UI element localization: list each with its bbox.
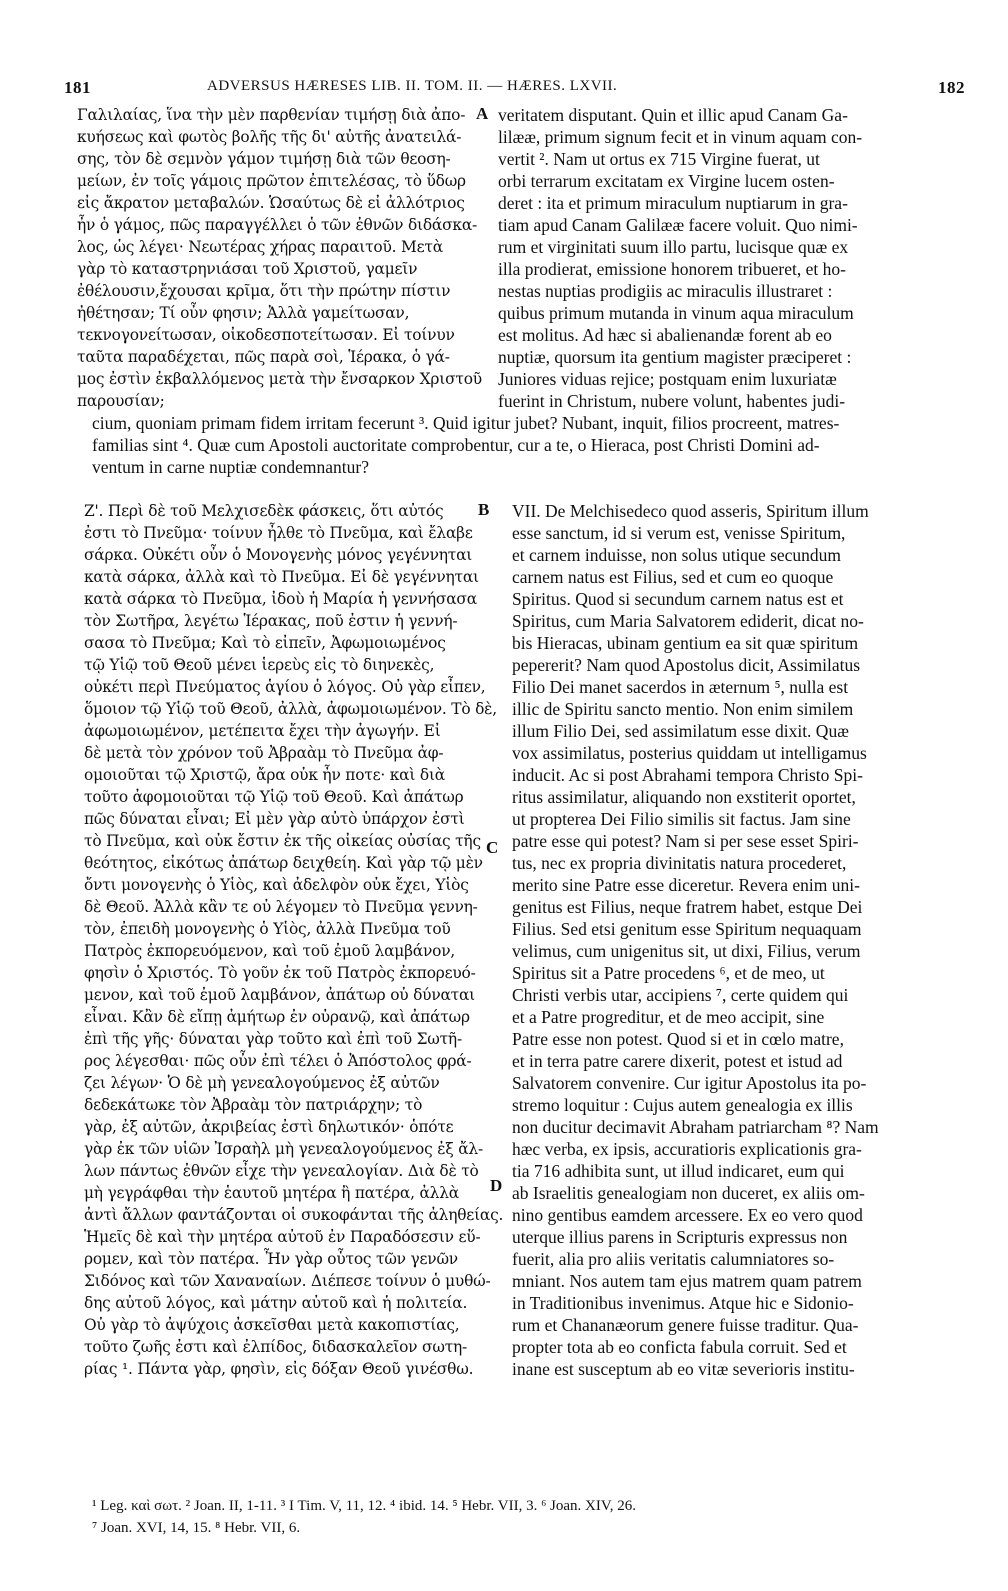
greek-text-line: κυήσεως καὶ φωτὸς βολῆς τῆς δι' αὐτῆς ἀνατειλά- — [77, 128, 462, 146]
greek-text-line: θεότητος, εἰκότως ἀπάτωρ δειχθείη. Καὶ γὰρ τῷ μὲν — [84, 854, 483, 872]
greek-text-line: τὸ Πνεῦμα, καὶ οὐκ ἔστιν ἐκ τῆς οἰκείας οὐσίας τῆς — [84, 832, 481, 850]
greek-text-line: δης αὐτοῦ λόγος, καὶ μάτην αὐτοῦ καὶ ἡ πολιτεία. — [84, 1294, 468, 1312]
greek-text-line: τοῦτο ἀφομοιοῦται τῷ Υἱῷ τοῦ Θεοῦ. Καὶ ἀπάτωρ — [84, 788, 464, 806]
latin-text-line: non ducitur decimavit Abraham patriarcham ⁸? Nam — [512, 1117, 879, 1137]
latin-text-line: nuptiæ, quorsum ita gentium magister præciperet : — [498, 347, 852, 367]
latin-text-line: mniant. Nos autem tam ejus matrem quam patrem — [512, 1271, 862, 1291]
latin-column-section-2 — [512, 500, 927, 1380]
greek-text-line: ἐθέλουσιν,ἔχουσαι κρῖμα, ὅτι τὴν πρώτην πίστιν — [77, 282, 451, 300]
latin-text-line: Christi verbis utar, accipiens ⁷, certe quidem qui — [512, 985, 849, 1005]
latin-text-line: propter tota ab eo conficta fabula corruit. Sed et — [512, 1337, 847, 1357]
latin-text-line: tus, nec ex propria divinitatis natura procederet, — [512, 853, 847, 873]
greek-text-line: Γαλιλαίας, ἵνα τὴν μὲν παρθενίαν τιμήσῃ διὰ ἀπο- — [77, 106, 466, 124]
latin-text-line: illic de Spiritu sancto mentio. Non enim similem — [512, 699, 854, 719]
footnote-line: ¹ Leg. καὶ σωτ. ² Joan. II, 1-11. ³ I Tim. V, 11, 12. ⁴ ibid. 14. ⁵ Hebr. VII, 3. ⁶ Joan. XIV, 26. — [92, 1498, 637, 1514]
latin-text-line: VII. De Melchisedeco quod asseris, Spiritum illum — [512, 501, 869, 521]
latin-text-line: cium, quoniam primam fidem irritam fecerunt ³. Quid igitur jubet? Nubant, inquit, filios procreent, matres- — [92, 413, 840, 433]
greek-column-section-2 — [84, 500, 504, 1380]
greek-text-line: γὰρ, ἐξ αὐτῶν, ἀκριβείας ἐστὶ δηλωτικόν· ὁπότε — [84, 1118, 454, 1136]
latin-text-line: uterque illius parens in Scripturis expressus non — [512, 1227, 848, 1247]
greek-text-line: ἐστι τὸ Πνεῦμα· τοίνυν ἦλθε τὸ Πνεῦμα, καὶ ἔλαβε — [84, 524, 473, 542]
latin-text-line: fuerit, alia pro aliis veritatis calumniatores so- — [512, 1249, 835, 1269]
page-number-right: 182 — [938, 78, 965, 97]
latin-text-line: Salvatorem convenire. Cur igitur Apostolus ita po- — [512, 1073, 867, 1093]
latin-text-line: ut propterea Dei Filio similis sit factus. Jam sine — [512, 809, 851, 829]
greek-text-line: ὅμοιον τῷ Υἱῷ τοῦ Θεοῦ, ἀλλὰ, ἀφωμοιωμένον. Τὸ δὲ, — [84, 700, 497, 718]
greek-text-line: ταῦτα παραδέχεται, πῶς παρὰ σοὶ, Ἱέρακα, ὁ γά- — [77, 348, 450, 366]
latin-text-line: bis Hieracas, ubinam gentium ea sit quæ spiritum — [512, 633, 859, 653]
greek-text-line: ἀντὶ ἄλλων φαντάζονται οἱ συκοφάνται τῆς ἀληθείας. — [84, 1206, 504, 1224]
greek-text-line: Σιδόνος καὶ τῶν Χαναναίων. Διέπεσε τοίνυν ὁ μυθώ- — [84, 1272, 491, 1290]
latin-text-line: patre esse qui potest? Nam si per sese esset Spiri- — [512, 831, 859, 851]
greek-text-line: λων πάντως ἐθνῶν εἶχε τὴν γενεαλογίαν. Διὰ δὲ τὸ — [84, 1162, 479, 1180]
latin-text-line: et in terra patre carere dixerit, potest et istud ad — [512, 1051, 843, 1071]
latin-text-line: fuerint in Christum, nubere volunt, habentes judi- — [498, 391, 846, 411]
greek-text-line: εἰς ἄκρατον μεταβαλών. Ὡσαύτως δὲ εἰ ἀλλότριος — [77, 194, 465, 212]
latin-text-line: illum Filio Dei, sed assimilatum esse dixit. Quæ — [512, 721, 849, 741]
latin-text-line: esse sanctum, id si verum est, venisse Spiritum, — [512, 523, 846, 543]
greek-text-line: Ζ'. Περὶ δὲ τοῦ Μελχισεδὲκ φάσκεις, ὅτι αὐτός — [84, 502, 444, 520]
latin-text-line: carnem natus est Filius, sed et cum eo quoque — [512, 567, 834, 587]
page-number-left: 181 — [64, 78, 91, 97]
latin-text-line: nino gentibus eamdem arcessere. Ex eo vero quod — [512, 1205, 863, 1225]
greek-text-line: φησὶν ὁ Χριστός. Τὸ γοῦν ἐκ τοῦ Πατρὸς ἐκπορευό- — [84, 964, 476, 982]
greek-text-line: ομοιοῦται τῷ Χριστῷ, ἄρα οὐκ ἦν ποτε· καὶ διὰ — [84, 766, 445, 784]
greek-text-line: δεδεκάτωκε τὸν Ἀβραὰμ τὸν πατριάρχην; τὸ — [84, 1096, 423, 1114]
latin-text-line: velimus, cum unigenitus sit, ut dixi, Filius, verum — [512, 941, 861, 961]
latin-text-line: inducit. Ac si post Abrahami tempora Christo Spi- — [512, 765, 863, 785]
greek-text-line: σης, τὸν δὲ σεμνὸν γάμον τιμήσῃ διὰ τῶν θεοση- — [77, 150, 451, 168]
greek-text-line: ζει λέγων· Ὁ δὲ μὴ γενεαλογούμενος ἐξ αὐτῶν — [84, 1074, 440, 1092]
greek-column-section-1 — [77, 104, 482, 412]
greek-text-line: δὲ Θεοῦ. Ἀλλὰ κἂν τε οὐ λέγομεν τὸ Πνεῦμα γεννη- — [84, 898, 478, 916]
latin-text-line: Filius. Sed etsi genitum esse Spiritum nequaquam — [512, 919, 862, 939]
greek-text-line: πῶς δύναται εἶναι; Εἰ μὲν γὰρ αὐτὸ ὑπάρχον ἐστὶ — [84, 810, 465, 828]
greek-text-line: ἦν ὁ γάμος, πῶς παραγγέλλει ὁ τῶν ἐθνῶν διδάσκα- — [77, 216, 478, 234]
greek-text-line: τῷ Υἱῷ τοῦ Θεοῦ μένει ἱερεὺς εἰς τὸ διηνεκὲς, — [84, 656, 435, 674]
latin-text-line: tia 716 adhibita sunt, ut illud indicaret, eum qui — [512, 1161, 845, 1181]
footnote-line: ⁷ Joan. XVI, 14, 15. ⁸ Hebr. VII, 6. — [92, 1520, 301, 1536]
latin-text-line: vertit ². Nam ut ortus ex 715 Virgine fuerat, ut — [498, 149, 820, 169]
greek-text-line: μείων, ἐν τοῖς γάμοις πρῶτον ἐπιτελέσας, τὸ ὕδωρ — [77, 172, 466, 190]
latin-text-line: et carnem induisse, non solus utique secundum — [512, 545, 842, 565]
greek-text-line: ὄντι μονογενὴς ὁ Υἱὸς, καὶ ἀδελφὸν οὐκ ἔχει, Υἱὸς — [84, 876, 469, 894]
latin-text-line: est molitus. Ad hæc si abalienandæ forent ab eo — [498, 325, 832, 345]
latin-text-line: veritatem disputant. Quin et illic apud Canam Ga- — [498, 105, 848, 125]
greek-text-line: σασα τὸ Πνεῦμα; Καὶ τὸ εἰπεῖν, Ἀφωμοιωμένος — [84, 634, 446, 652]
greek-text-line: Ἡμεῖς δὲ καὶ τὴν μητέρα αὐτοῦ ἐν Παραδόσεσιν εὕ- — [84, 1228, 481, 1246]
latin-text-line: familias sint ⁴. Quæ cum Apostoli auctoritate comprobentur, cur a te, o Hieraca, post Christi Domini ad- — [92, 435, 820, 455]
greek-text-line: Πατρὸς ἐκπορευόμενον, καὶ τοῦ ἐμοῦ λαμβάνον, — [84, 942, 456, 960]
latin-text-line: Patre esse non potest. Quod si et in cœlo matre, — [512, 1029, 844, 1049]
greek-text-line: μενον, καὶ τοῦ ἐμοῦ λαμβάνον, ἀπάτωρ οὐ δύναται — [84, 986, 476, 1004]
latin-text-line: rum et Chananæorum genere fuisse traditur. Qua- — [512, 1315, 859, 1335]
latin-text-line: ritus assimilatur, aliquando non exstiterit oportet, — [512, 787, 856, 807]
greek-text-line: ἠθέτησαν; Τί οὖν φησιν; Ἀλλὰ γαμείτωσαν, — [77, 304, 410, 322]
latin-text-line: nestas nuptias prodigiis ac miraculis illustraret : — [498, 281, 833, 301]
latin-text-line: et a Patre progreditur, et de meo accipit, sine — [512, 1007, 825, 1027]
latin-text-line: lilææ, primum signum fecit et in vinum aquam con- — [498, 127, 863, 147]
latin-text-line: stremo loquitur : Cujus autem genealogia ex illis — [512, 1095, 853, 1115]
latin-text-line: Spiritus sit a Patre procedens ⁶, et de meo, ut — [512, 963, 825, 983]
full-width-latin-continuation — [92, 412, 922, 478]
latin-text-line: genitus est Filius, neque fratrem habet, estque Dei — [512, 897, 863, 917]
latin-text-line: ventum in carne nuptiæ condemnantur? — [92, 457, 370, 477]
latin-text-line: inane est susceptum ab eo vitæ severioris institu- — [512, 1359, 855, 1379]
margin-letter-b: B — [478, 500, 490, 519]
greek-text-line: τοῦτο ζωῆς ἐστι καὶ ἐλπίδος, διδασκαλεῖον σωτη- — [84, 1338, 468, 1356]
greek-text-line: ἐπὶ τῆς γῆς· δύναται γὰρ τοῦτο καὶ ἐπὶ τοῦ Σωτῆ- — [84, 1030, 462, 1048]
latin-text-line: Filio Dei manet sacerdos in æternum ⁵, nulla est — [512, 677, 849, 697]
latin-text-line: pepererit? Nam quod Apostolus dicit, Assimilatus — [512, 655, 861, 675]
greek-text-line: παρουσίαν; — [77, 392, 165, 410]
greek-text-line: τὸν, ἐπειδὴ μονογενὴς ὁ Υἱὸς, ἀλλὰ Πνεῦμα τοῦ — [84, 920, 451, 938]
latin-text-line: Juniores viduas rejice; postquam enim luxuriatæ — [498, 369, 837, 389]
margin-letter-d: D — [490, 1176, 503, 1195]
running-header — [0, 78, 1008, 98]
latin-text-line: Spiritus, cum Maria Salvatorem ediderit, dicat no- — [512, 611, 864, 631]
greek-text-line: ρομεν, καὶ τὸν πατέρα. Ἦν γὰρ οὗτος τῶν γενῶν — [84, 1250, 458, 1268]
greek-text-line: ἀφωμοιωμένον, μετέπειτα ἔχει τὴν ἀγωγήν. Εἰ — [84, 722, 441, 740]
latin-text-line: Spiritus. Quod si secundum carnem natus est et — [512, 589, 844, 609]
greek-text-line: μὴ γεγράφθαι τὴν ἑαυτοῦ μητέρα ἢ πατέρα, ἀλλὰ — [84, 1184, 459, 1202]
greek-text-line: λος, ὡς λέγει· Νεωτέρας χήρας παραιτοῦ. Μετὰ — [77, 238, 443, 256]
latin-text-line: vox assimilatus, posterius quiddam ut intelligamus — [512, 743, 867, 763]
latin-text-line: in Traditionibus invenimus. Atque hic e Sidonio- — [512, 1293, 854, 1313]
greek-text-line: μος ἐστὶν ἐκβαλλόμενος μετὰ τὴν ἔνσαρκον Χριστοῦ — [77, 370, 482, 388]
latin-text-line: hæc verba, ex ipsis, accuratioris explicationis gra- — [512, 1139, 862, 1159]
greek-text-line: γὰρ ἐκ τῶν υἱῶν Ἰσραὴλ μὴ γενεαλογούμενος ἐξ ἄλ- — [84, 1140, 483, 1158]
margin-letter-c: C — [486, 838, 499, 857]
greek-text-line: γὰρ τὸ καταστρηνιάσαι τοῦ Χριστοῦ, γαμεῖν — [77, 260, 418, 278]
greek-text-line: δὲ μετὰ τὸν χρόνον τοῦ Ἀβραὰμ τὸ Πνεῦμα ἀφ- — [84, 744, 444, 762]
greek-text-line: εἶναι. Κἂν δὲ εἴπῃ ἀμήτωρ ἐν οὐρανῷ, καὶ ἀπάτωρ — [84, 1008, 470, 1026]
latin-text-line: ab Israelitis genealogiam non duceret, ex aliis om- — [512, 1183, 865, 1203]
greek-text-line: κατὰ σάρκα, ἀλλὰ καὶ τὸ Πνεῦμα. Εἰ δὲ γεγέννηται — [84, 568, 479, 586]
greek-text-line: οὐκέτι περὶ Πνεύματος ἁγίου ὁ λόγος. Οὐ γὰρ εἶπεν, — [84, 678, 486, 696]
running-title: ADVERSUS HÆRESES LIB. II. TOM. II. — HÆRES. LXVII. — [207, 78, 618, 94]
greek-text-line: ρος λέγεσθαι· πῶς οὖν ἐπὶ τέλει ὁ Ἀπόστολος φρά- — [84, 1052, 472, 1070]
latin-column-section-1 — [498, 104, 918, 412]
greek-text-line: τὸν Σωτῆρα, λεγέτω Ἱέρακας, ποῦ ἐστιν ἡ γεννή- — [84, 612, 458, 630]
greek-text-line: ρίας ¹. Πάντα γὰρ, φησὶν, εἰς δόξαν Θεοῦ γινέσθω. — [84, 1360, 474, 1378]
margin-letter-a: A — [476, 104, 489, 123]
greek-text-line: σάρκα. Οὐκέτι οὖν ὁ Μονογενὴς μόνος γεγέννηται — [84, 546, 473, 564]
greek-text-line: Οὐ γὰρ τὸ ἀψύχοις ἀσκεῖσθαι μετὰ κακοπιστίας, — [84, 1316, 460, 1334]
greek-text-line: κατὰ σάρκα τὸ Πνεῦμα, ἰδοὺ ἡ Μαρία ἡ γεννήσασα — [84, 590, 477, 608]
footnotes — [92, 1495, 636, 1539]
greek-text-line: τεκνογονείτωσαν, οἰκοδεσποτείτωσαν. Εἰ τοίνυν — [77, 326, 455, 344]
latin-text-line: rum et virginitati suum illo partu, lucisque quæ ex — [498, 237, 849, 257]
latin-text-line: deret : ita et primum miraculum nuptiarum in gra- — [498, 193, 848, 213]
latin-text-line: orbi terrarum excitatam ex Virgine lucem osten- — [498, 171, 835, 191]
latin-text-line: merito sine Patre esse diceretur. Revera enim uni- — [512, 875, 860, 895]
latin-text-line: quibus primum mutanda in vinum aqua miraculum — [498, 303, 854, 323]
latin-text-line: illa prodierat, emissione honorem tribueret, et ho- — [498, 259, 846, 279]
latin-text-line: tiam apud Canam Galilææ facere voluit. Quo nimi- — [498, 215, 858, 235]
